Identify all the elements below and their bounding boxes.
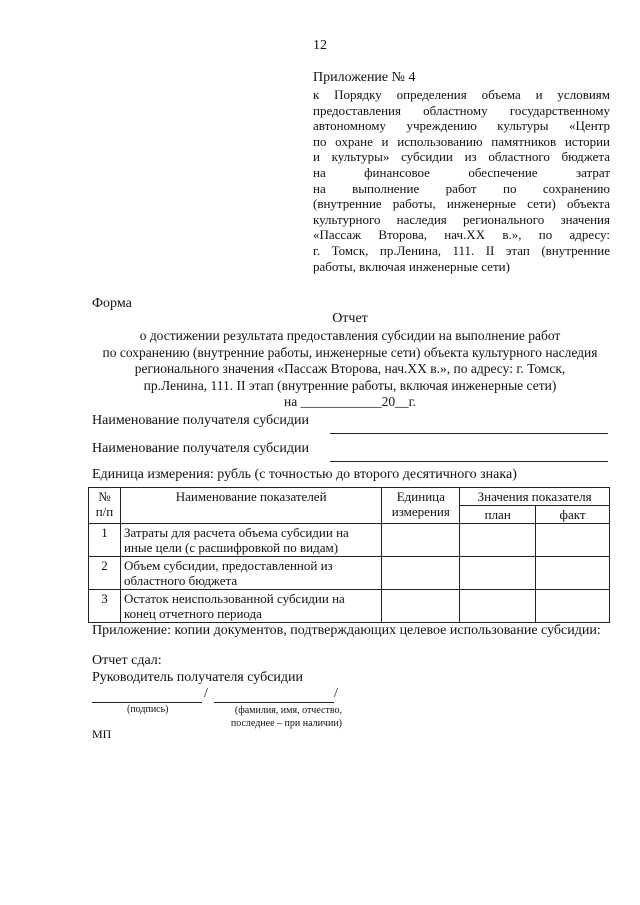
- table-row: [89, 557, 610, 590]
- annex-line: на выполнение работ по сохранению: [313, 180, 610, 196]
- header-fact: факт: [536, 506, 610, 524]
- table-row: [89, 524, 610, 557]
- row-unit[interactable]: [382, 524, 460, 557]
- report-subtitle: [60, 328, 640, 411]
- row-fact[interactable]: [536, 557, 610, 590]
- report-line: пр.Ленина, 111. II этап (внутренние работы, включая инженерные сети): [143, 377, 557, 393]
- annex-line: на финансовое обеспечение затрат: [313, 164, 610, 180]
- unit-of-measure: Единица измерения: рубль (с точностью до второго десятичного знака): [92, 467, 517, 482]
- full-name-line[interactable]: [214, 702, 334, 703]
- recipient-field-line[interactable]: [330, 433, 608, 434]
- header-name: Наименование показателей: [120, 488, 381, 524]
- handed-by-label: Отчет сдал:: [92, 653, 162, 668]
- row-num: 1: [89, 524, 121, 557]
- annex-line: предоставления областному государственному: [313, 102, 610, 118]
- table-row: [89, 590, 610, 623]
- head-title: Руководитель получателя субсидии: [92, 670, 304, 685]
- report-line: о достижении результата предоставления субсидии на выполнение работ: [139, 328, 561, 343]
- row-plan[interactable]: [460, 557, 536, 590]
- annex-title: Приложение № 4: [313, 70, 416, 85]
- header-values: Значения показателя: [460, 488, 610, 506]
- annex-line: к Порядку определения объема и условиям: [313, 87, 610, 102]
- seal-place: МП: [92, 727, 112, 741]
- indicators-table: [88, 487, 610, 623]
- signature-separator: /: [204, 686, 208, 701]
- row-plan[interactable]: [460, 590, 536, 623]
- recipient-label: Наименование получателя субсидии: [92, 441, 309, 456]
- recipient-field-line[interactable]: [330, 461, 608, 462]
- report-date-line: на ____________20__г.: [284, 394, 416, 409]
- attachment-note: Приложение: копии документов, подтверждающих целевое использование субсидии:: [92, 623, 601, 638]
- page-number: 12: [313, 38, 327, 53]
- signature-caption: (подпись): [127, 704, 169, 715]
- row-fact[interactable]: [536, 524, 610, 557]
- signature-separator: /: [334, 686, 338, 701]
- row-unit[interactable]: [382, 590, 460, 623]
- report-title: Отчет: [332, 311, 368, 326]
- annex-description: [313, 87, 610, 274]
- row-num: 3: [89, 590, 121, 623]
- report-line: регионального значения «Пассаж Второва, нач.XX в.», по адресу: г. Томск,: [134, 361, 566, 376]
- annex-line: культурного наследия регионального значения: [313, 211, 610, 227]
- header-plan: план: [460, 506, 536, 524]
- annex-line: «Пассаж Второва, нач.XX в.», по адресу:: [313, 227, 610, 243]
- row-name: Остаток неиспользованной субсидии на конец отчетного периода: [120, 590, 381, 623]
- recipient-label: Наименование получателя субсидии: [92, 413, 309, 428]
- row-name: Затраты для расчета объема субсидии на иные цели (с расшифровкой по видам): [120, 524, 381, 557]
- annex-line: работы, включая инженерные сети): [313, 258, 510, 274]
- form-label: Форма: [92, 296, 132, 311]
- row-num: 2: [89, 557, 121, 590]
- annex-line: автономному учреждению культуры «Центр: [313, 118, 610, 134]
- annex-line: г. Томск, пр.Ленина, 111. II этап (внутренние: [313, 242, 610, 258]
- annex-line: по охране и использованию памятников истории: [313, 133, 610, 149]
- row-unit[interactable]: [382, 557, 460, 590]
- header-num: № п/п: [89, 488, 121, 524]
- row-name: Объем субсидии, предоставленной из областного бюджета: [120, 557, 381, 590]
- row-plan[interactable]: [460, 524, 536, 557]
- signature-line[interactable]: [92, 702, 202, 703]
- annex-line: (внутренние работы, инженерные сети) объекта: [313, 196, 610, 212]
- annex-line: и культуры» субсидии из областного бюджета: [313, 149, 610, 165]
- row-fact[interactable]: [536, 590, 610, 623]
- report-line: по сохранению (внутренние работы, инженерные сети) объекта культурного наследия: [102, 344, 598, 360]
- table-header-row: [89, 488, 610, 506]
- full-name-caption: (фамилия, имя, отчество, последнее – при наличии): [230, 705, 342, 729]
- header-unit: Единица измерения: [382, 488, 460, 524]
